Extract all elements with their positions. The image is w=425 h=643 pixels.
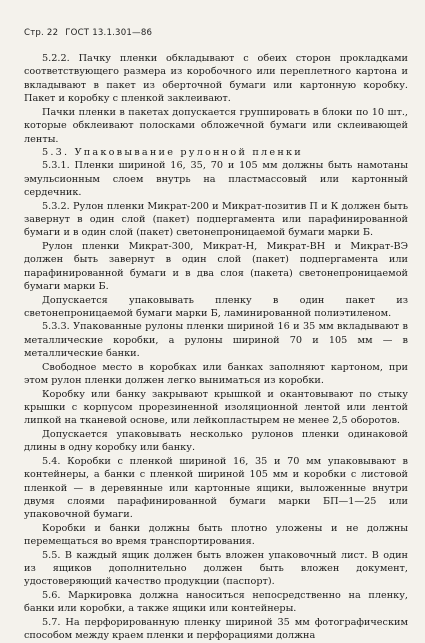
paragraph-5-2-2: 5.2.2. Пачку пленки обкладывают с обеих сторон прокладками соответствующего размера из коробочного или переплетного картона и вкладывают в пакет из оберточной бумаги или картонную коробку. Пакет и коробку с пленкой заклеивают. [24, 53, 408, 105]
paragraph-mikrat-300: Рулон пленки Микрат-300, Микрат-Н, Микрат-ВН и Микрат-ВЭ должен быть завернут в один слой (пакет) подпергамента или парафинированной бумаги и в два слоя (пакета) светонепроницаемой бумаги марки Б. [24, 240, 408, 293]
section-heading-5-3: 5.3. Упаковывание рулонной пленки [42, 146, 303, 158]
paragraph-free-space: Свободное место в коробках или банках заполняют картоном, при этом рулон пленки должен легко выниматься из коробки. [24, 361, 408, 387]
paragraph-5-5: 5.5. В каждый ящик должен быть вложен упаковочный лист. В один из ящиков дополнительно должен быть вложен документ, удостоверяющий качество продукции (паспорт). [24, 549, 408, 588]
paragraph-5-3-1: 5.3.1. Пленки шириной 16, 35, 70 и 105 мм должны быть намотаны эмульсионным слоем внутрь на пластмассовый или картонный сердечник. [24, 160, 408, 199]
paragraph-5-7: 5.7. На перфорированную пленку шириной 35 мм фотографическим способом между краем пленки и перфорациями должна [24, 616, 408, 642]
paragraph-5-3-2: 5.3.2. Рулон пленки Микрат-200 и Микрат-позитив П и К должен быть завернут в один слой (пакет) подпергамента или парафинированной бумаги и в один слой (пакет) светонепроницаемой бумаги марки Б. [24, 200, 408, 239]
body-text [24, 52, 408, 643]
page-number-label: Стр. 22 [24, 28, 59, 38]
paragraph-multiple-rolls: Допускается упаковывать несколько рулонов пленки одинаковой длины в одну коробку или банку. [24, 428, 408, 454]
paragraph-5-3-3: 5.3.3. Упакованные рулоны пленки шириной 16 и 35 мм вкладывают в металлические коробки, а рулоны шириной 70 и 105 мм — в металлические банки. [24, 321, 408, 360]
paragraph-packs-grouping: Пачки пленки в пакетах допускается группировать в блоки по 10 шт., которые обклеивают полосками обложечной бумаги или склеивающей ленты. [24, 106, 408, 145]
paragraph-lid-sealing: Коробку или банку закрывают крышкой и окантовывают по стыку крышки с корпусом прорезиненной изоляционной лентой или лентой липкой на тканевой основе, или лейкопластырем не менее 2,5 оборотов. [24, 388, 408, 427]
paragraph-tight-packing: Коробки и банки должны быть плотно уложены и не должны перемещаться во время транспортирования. [24, 522, 408, 548]
standard-designation: ГОСТ 13.1.301—86 [65, 28, 153, 38]
paragraph-5-4: 5.4. Коробки с пленкой шириной 16, 35 и 70 мм упаковывают в контейнеры, а банки с пленкой шириной 105 мм и коробки с листовой пленкой — в деревянные или картонные ящики, выложенные внутри двумя слоями парафинированной бумаги марки БП—1—25 или упаковочной бумаги. [24, 455, 408, 521]
page-header [24, 28, 152, 38]
paragraph-single-packet: Допускается упаковывать пленку в один пакет из светонепроницаемой бумаги марки Б, ламинированной полиэтиленом. [24, 294, 408, 320]
paragraph-5-6: 5.6. Маркировка должна наноситься непосредственно на пленку, банки или коробки, а также ящики или контейнеры. [24, 589, 408, 615]
